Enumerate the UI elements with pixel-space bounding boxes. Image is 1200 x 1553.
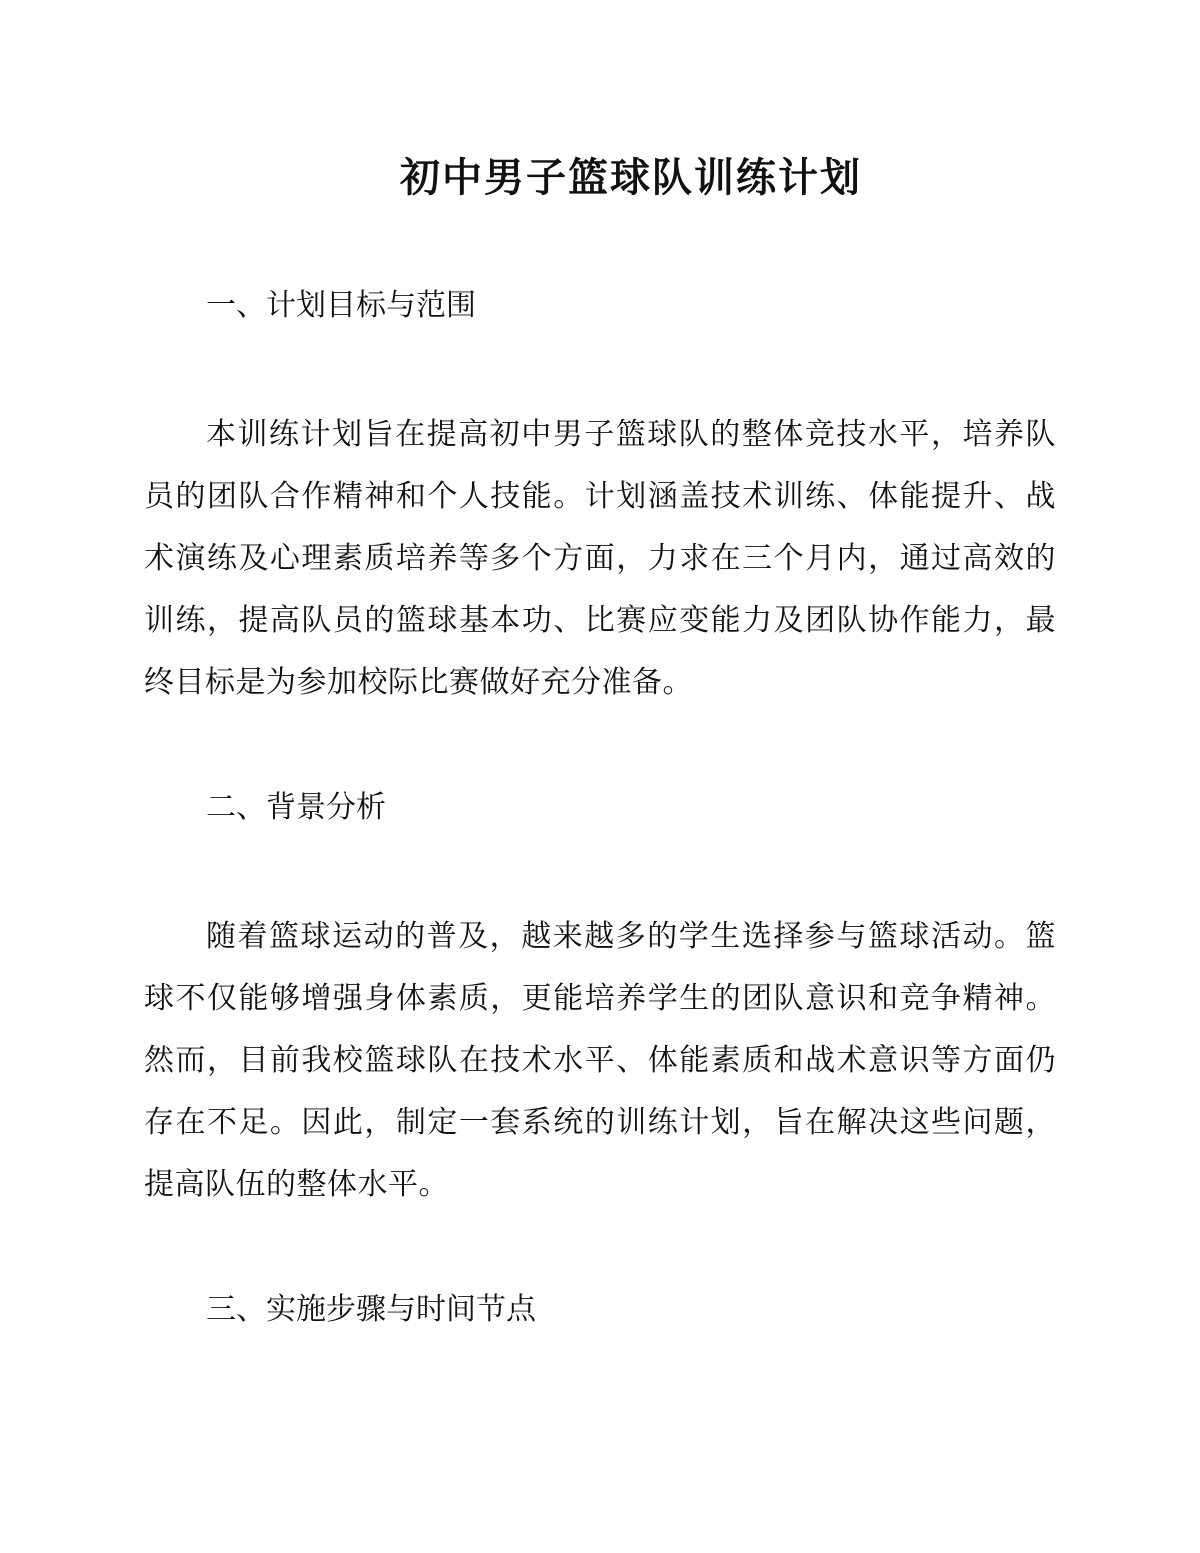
document-title: 初中男子篮球队训练计划	[400, 155, 862, 201]
section-paragraph-goals: 本训练计划旨在提高初中男子篮球队的整体竞技水平，培养队员的团队合作精神和个人技能。计划涵盖技术训练、体能提升、战术演练及心理素质培养等多个方面，力求在三个月内，通过高效的训练，提高队员的篮球基本功、比赛应变能力及团队协作能力，最终目标是为参加校际比赛做好充分准备。	[144, 417, 1056, 700]
section-paragraph-background: 随着篮球运动的普及，越来越多的学生选择参与篮球活动。篮球不仅能够增强身体素质，更能培养学生的团队意识和竞争精神。然而，目前我校篮球队在技术水平、体能素质和战术意识等方面仍存在不足。因此，制定一套系统的训练计划，旨在解决这些问题，提高队伍的整体水平。	[144, 919, 1056, 1202]
section-heading-background: 二、背景分析	[206, 790, 386, 825]
section-heading-implementation: 三、实施步骤与时间节点	[206, 1292, 536, 1327]
section-heading-goals: 一、计划目标与范围	[206, 288, 476, 323]
